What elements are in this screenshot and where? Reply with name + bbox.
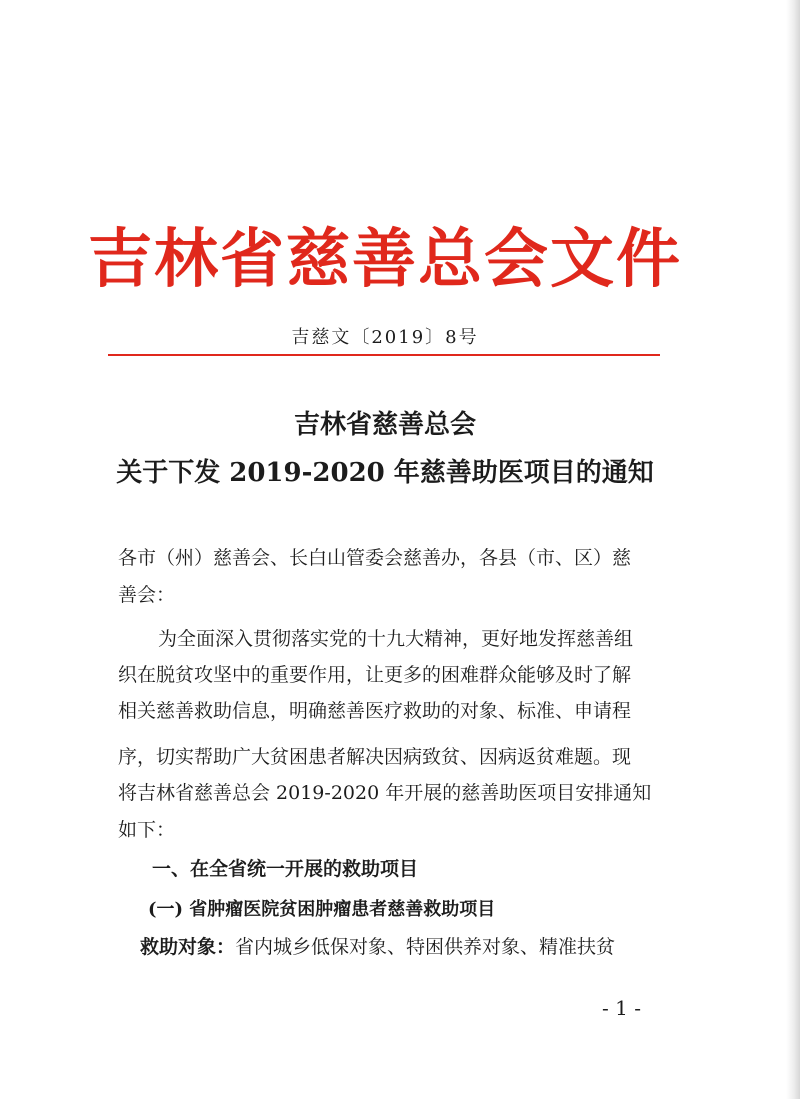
paragraph-line2: 织在脱贫攻坚中的重要作用，让更多的困难群众能够及时了解 (118, 664, 632, 686)
addressee-line1: 各市（州）慈善会、长白山管委会慈善办，各县（市、区）慈 (118, 547, 632, 569)
paragraph-line1: 为全面深入贯彻落实党的十九大精神，更好地发挥慈善组 (158, 628, 634, 650)
paragraph-line6: 如下： (118, 819, 176, 841)
red-header-banner: 吉林省慈善总会文件 (88, 222, 682, 297)
document-number: 吉慈文〔2019〕8号 (291, 327, 479, 348)
target-text: 省内城乡低保对象、特困供养对象、精准扶贫 (235, 936, 616, 958)
document-title-line1: 吉林省慈善总会 (293, 410, 476, 440)
target-label: 救助对象： (140, 936, 236, 958)
paragraph-line3: 相关慈善救助信息，明确慈善医疗救助的对象、标准、申请程 (118, 700, 632, 722)
document-title-line2: 关于下发 2019-2020 年慈善助医项目的通知 (116, 458, 654, 488)
section-heading-1: 一、在全省统一开展的救助项目 (152, 858, 419, 880)
paragraph-line5: 将吉林省慈善总会 2019-2020 年开展的慈善助医项目安排通知 (118, 782, 652, 804)
scan-edge-shadow (786, 0, 800, 1099)
addressee-line2: 善会： (118, 584, 176, 606)
red-separator-line (108, 354, 660, 356)
page-number: - 1 - (602, 996, 641, 1020)
paragraph-line4: 序，切实帮助广大贫困患者解决因病致贫、因病返贫难题。现 (118, 746, 632, 768)
target-line (140, 932, 670, 959)
subsection-heading-1: (一) 省肿瘤医院贫困肿瘤患者慈善救助项目 (148, 899, 496, 920)
